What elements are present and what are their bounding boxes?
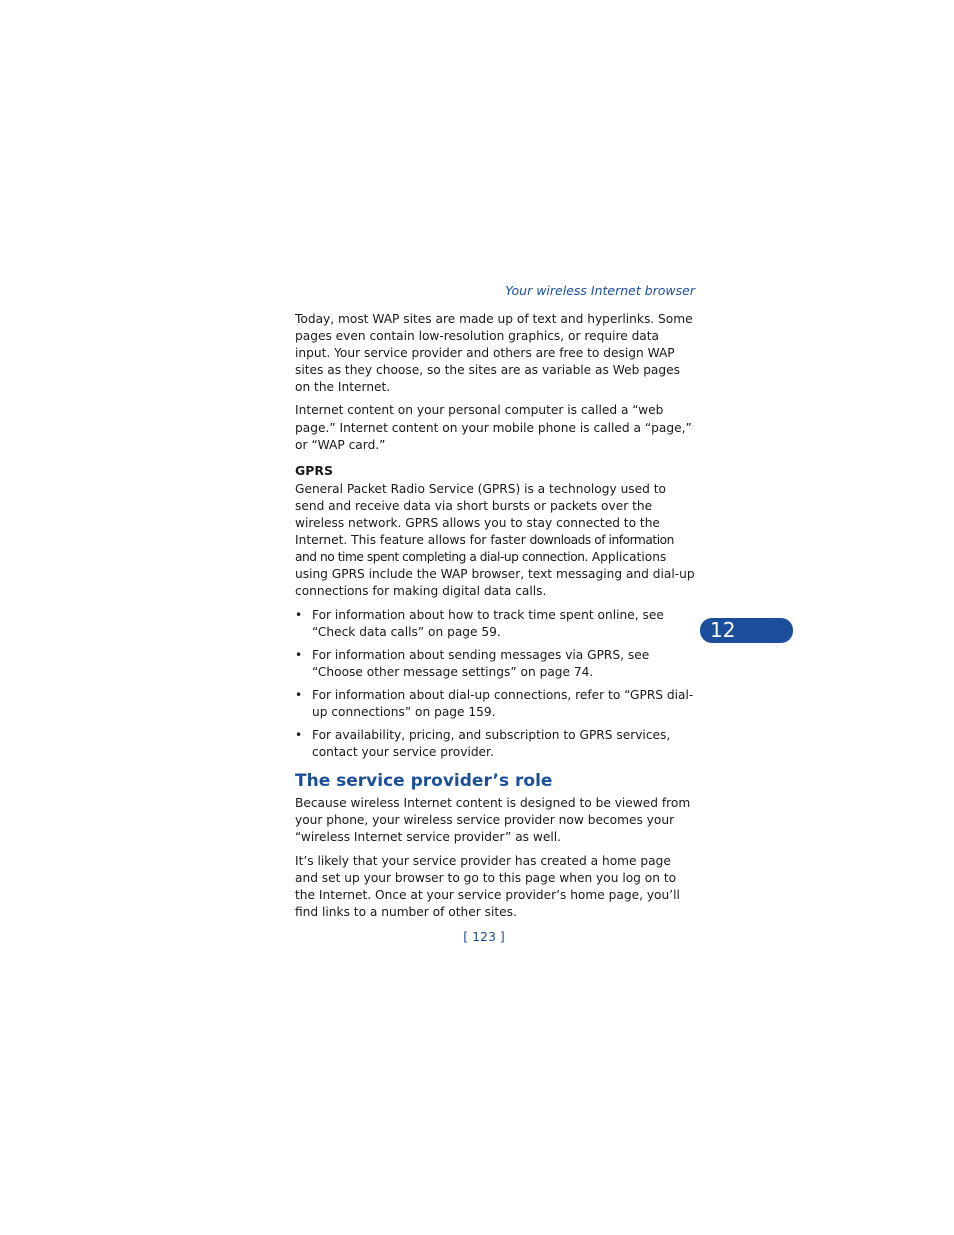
bullet-icon: • — [295, 687, 303, 702]
list-item-text: For information about dial-up connections, refer to “GPRS dial-up connections” on page 159. — [312, 687, 694, 719]
gprs-bullet-list — [295, 607, 695, 762]
bullet-icon: • — [295, 607, 303, 622]
running-header: Your wireless Internet browser — [505, 283, 695, 298]
list-item — [295, 607, 695, 641]
section-heading: The service provider’s role — [295, 771, 553, 792]
list-item-text: For information about sending messages via GPRS, see “Choose other message settings” on page 74. — [312, 647, 650, 679]
gprs-text-3: Applications using GPRS include the WAP browser, text messaging and dial-up connections for making digital data calls. — [295, 550, 695, 599]
intro-paragraph-2: Internet content on your personal computer is called a “web page.” Internet content on your mobile phone is called a “page,” or “WAP card.” — [295, 403, 692, 452]
list-item-text: For availability, pricing, and subscription to GPRS services, contact your service provider. — [312, 728, 671, 760]
service-paragraph-1: Because wireless Internet content is designed to be viewed from your phone, your wireless service provider now becomes your “wireless Internet service provider” as well. — [295, 796, 691, 845]
page-number: [ 123 ] — [463, 929, 505, 944]
gprs-text-2: downloads of information and no time spent completing a dial-up connection. — [295, 533, 674, 565]
list-item — [295, 647, 695, 681]
page-content — [295, 311, 695, 927]
list-item — [295, 727, 695, 761]
bullet-icon: • — [295, 647, 303, 662]
intro-paragraph-1: Today, most WAP sites are made up of text and hyperlinks. Some pages even contain low-resolution graphics, or require data input. Your service provider and others are free to design WAP sites as they choose, so the sites are as variable as Web pages on the Internet. — [295, 312, 693, 395]
service-paragraph-2: It’s likely that your service provider has created a home page and set up your browser to go to this page when you log on to the Internet. Once at your service provider’s home page, you’ll find links to a number of other sites. — [295, 853, 680, 919]
gprs-text-1: General Packet Radio Service (GPRS) is a technology used to send and receive data via short bursts or packets over the wireless network. GPRS allows you to stay connected to the Internet. This feature allows for faster — [295, 481, 666, 548]
gprs-heading: GPRS — [295, 462, 334, 478]
gprs-paragraph — [295, 481, 695, 601]
bullet-icon: • — [295, 728, 303, 743]
list-item-text: For information about how to track time spent online, see “Check data calls” on page 59. — [312, 607, 664, 639]
chapter-tab: 12 — [700, 618, 793, 643]
list-item — [295, 687, 695, 721]
